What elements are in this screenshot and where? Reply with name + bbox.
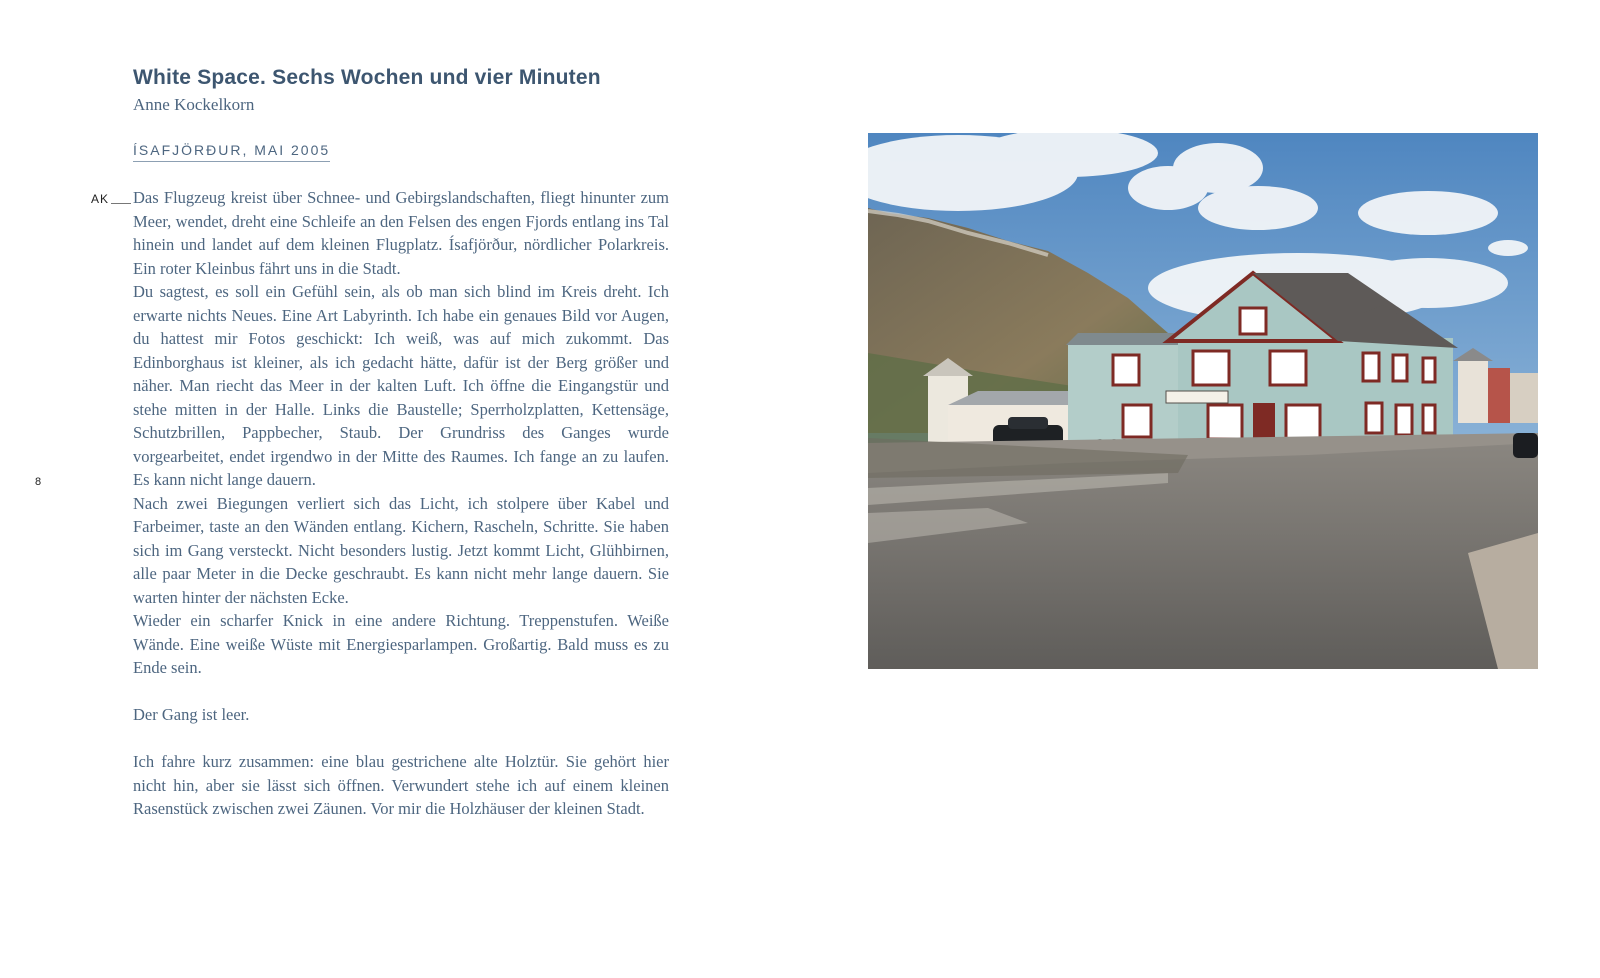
- distant-house: [1458, 358, 1488, 423]
- paragraph-4: Wieder ein scharfer Knick in eine andere Richtung. Treppenstufen. Weiße Wände. Eine weiße Wüste mit Energiesparlampen. Großartig. Bald muss es zu Ende sein.: [133, 611, 669, 677]
- paragraph-spacer: [133, 727, 669, 751]
- initials-rule: [111, 203, 131, 204]
- car-right-edge: [1513, 433, 1538, 458]
- edinborghaus-photo: [868, 133, 1538, 669]
- page-number: 8: [35, 476, 42, 488]
- paragraph-1: Das Flugzeug kreist über Schnee- und Gebirgslandschaften, fliegt hinunter zum Meer, wendet, dreht eine Schleife an den Felsen des engen Fjords entlang ins Tal hinein und landet auf dem kleinen Flugplatz. Ísafjörður, nördlicher Polarkreis. Ein roter Kleinbus fährt uns in die Stadt.: [133, 188, 669, 278]
- house-sign: [1166, 391, 1228, 403]
- paragraph-6: Ich fahre kurz zusammen: eine blau gestrichene alte Holztür. Sie gehört hier nicht hin, aber sie lässt sich öffnen. Verwundert stehe ich auf einem kleinen Rasenstück zwischen zwei Zäunen. Vor mir die Holzhäuser der kleinen Stadt.: [133, 752, 669, 818]
- paragraph-spacer: [133, 680, 669, 704]
- car-roof: [1008, 417, 1048, 429]
- paragraph-5: Der Gang ist leer.: [133, 705, 250, 724]
- author-initials-marker: AK: [91, 192, 110, 206]
- article-author: Anne Kockelkorn: [133, 95, 255, 114]
- road: [868, 443, 1538, 669]
- paragraph-2: Du sagtest, es soll ein Gefühl sein, als ob man sich blind im Kreis dreht. Ich erwarte nichts Neues. Eine Art Labyrinth. Ich habe ein genaues Bild vor Augen, du hattest mir Fotos geschickt: Ich weiß, was auf mich zukommt. Das Edinborghaus ist kleiner, als ich gedacht hätte, dafür ist der Berg größer und näher. Man riecht das Meer in der kalten Luft. Ich öffne die Eingangstür und stehe mitten in der Halle. Links die Baustelle; Sperrholzplatten, Kettensäge, Schutzbrillen, Pappbecher, Staub. Der Grundriss des Ganges wurde vorgearbeitet, endet irgendwo in der Mitte des Raumes. Ich fange an zu laufen. Es kann nicht lange dauern.: [133, 282, 669, 489]
- article-title: White Space. Sechs Wochen und vier Minuten: [133, 66, 601, 89]
- distant-house-red: [1488, 368, 1510, 423]
- paragraph-3: Nach zwei Biegungen verliert sich das Licht, ich stolpere über Kabel und Farbeimer, taste an den Wänden entlang. Kichern, Rascheln, Schritte. Sie haben sich im Gang versteckt. Nicht besonders lustig. Jetzt kommt Licht, Glühbirnen, alle paar Meter in die Decke geschraubt. Es kann nicht mehr lange dauern. Sie warten hinter der nächsten Ecke.: [133, 493, 669, 607]
- article-body: [133, 186, 669, 821]
- location-date-heading: ÍSAFJÖRÐUR, MAI 2005: [133, 142, 330, 162]
- distant-house: [1510, 373, 1538, 423]
